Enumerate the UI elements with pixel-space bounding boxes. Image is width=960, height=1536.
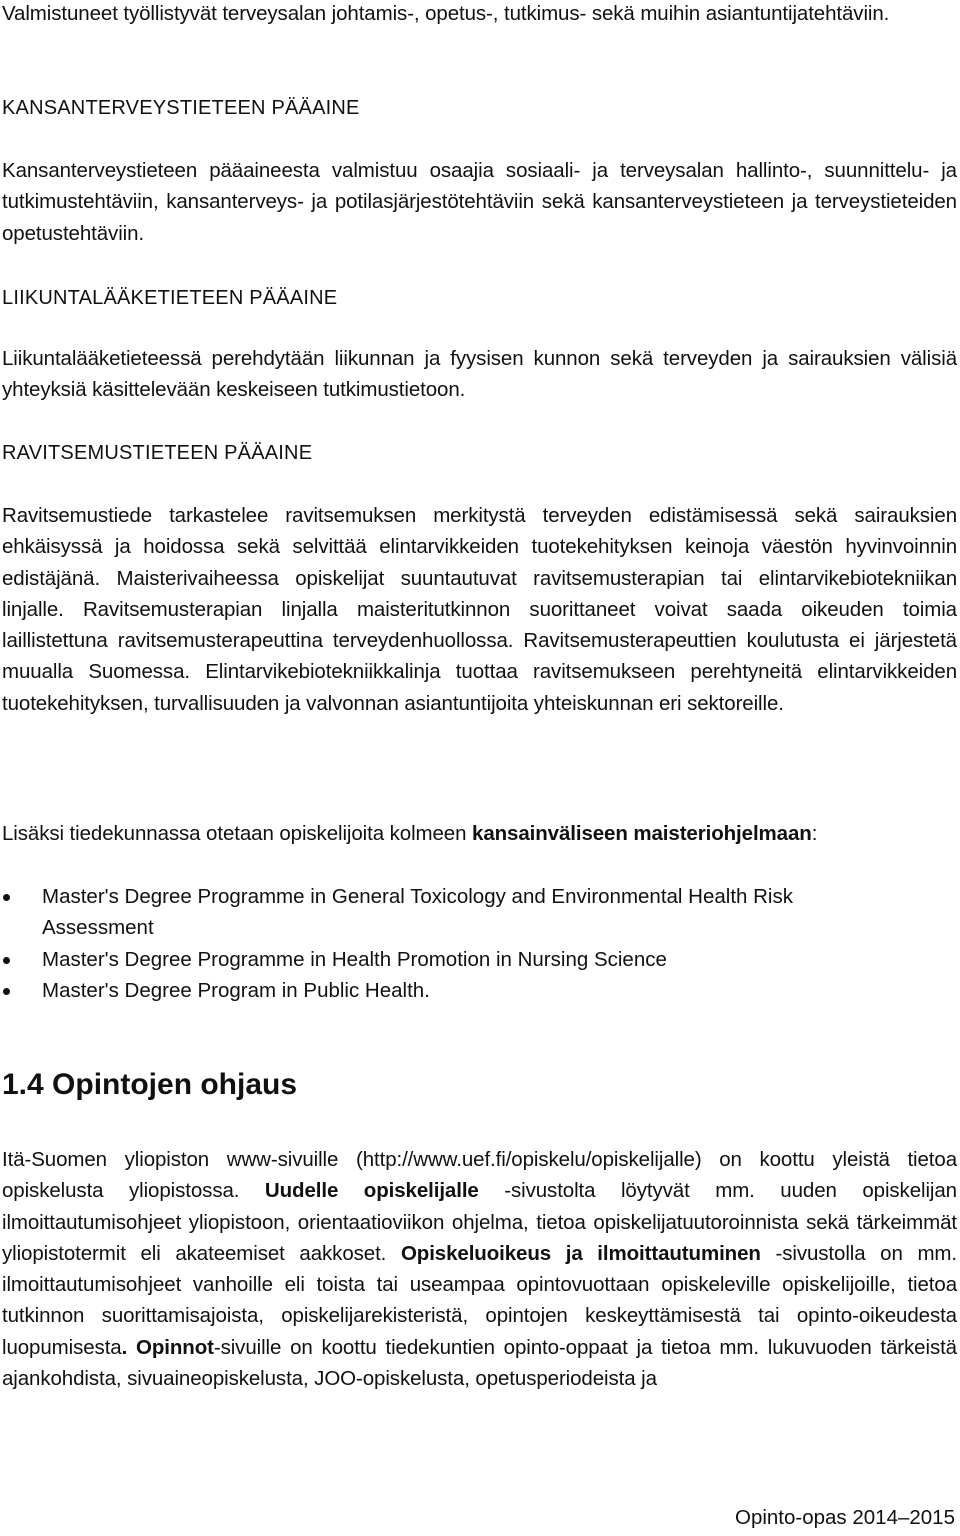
ohjaus-text-2: -sivustolta löytyvät mm. uuden opiskelijan ilmoittautumisohjeet yliopistoon, orientaatioviikon ohjelma, tietoa opiskelijatuutoroinnista sekä tärkeimmät yliopistotermit eli akateemiset aakkoset. (2, 1179, 957, 1265)
international-lead-bold: kansainväliseen maisteriohjelmaan (472, 822, 812, 845)
section-heading-ravitsemustiede: RAVITSEMUSTIETEEN PÄÄAINE (2, 442, 313, 464)
list-item (0, 944, 940, 975)
section-heading-liikuntalaaketiede: LIIKUNTALÄÄKETIETEEN PÄÄAINE (2, 287, 338, 309)
section-body-liikuntalaaketiede: Liikuntalääketieteessä perehdytään liikunnan ja fyysisen kunnon sekä terveyden ja sairauksien välisiä yhteyksiä käsittelevään keskeiseen tutkimustietoon. (2, 347, 957, 402)
page-footer: Opinto-opas 2014–2015 (735, 1506, 955, 1529)
programme-name: Master's Degree Program in Public Health. (42, 978, 430, 1002)
international-programmes-lead (0, 818, 960, 849)
ohjaus-bold-opiskeluoikeus: Opiskeluoikeus ja ilmoittautuminen (400, 1241, 761, 1265)
list-item (0, 881, 940, 944)
section-body-kansanterveystiede: Kansanterveystieteen pääaineesta valmistuu osaajia sosiaali- ja terveysalan hallinto-, suunnittelu- ja tutkimustehtäviin, kansanterveys- ja potilasjärjestötehtäviin sekä kansanterveystieteen ja terveystieteiden opetustehtäviin. (2, 159, 957, 245)
ohjaus-bold-uudelle-opiskelijalle: Uudelle opiskelijalle (264, 1179, 479, 1203)
section-body-ravitsemustiede: Ravitsemustiede tarkastelee ravitsemuksen merkitystä terveyden edistämisessä sekä sairauksien ehkäisyssä ja hoidossa sekä selvittää elintarvikkeiden tuotekehityksen keinoja väestön hyvinvoinnin edistäjänä. Maisterivaiheessa opiskelijat suuntautuvat ravitsemusterapian tai elintarvikebiotekniikan linjalle. Ravitsemusterapian linjalla maisteritutkinnon suorittaneet voivat saada oikeuden toimia laillistettuna ravitsemusterapeuttina terveydenhuollossa. Ravitsemusterapeuttien koulutusta ei järjestetä muualla Suomessa. Elintarvikebiotekniikkalinja tuottaa ravitsemukseen perehtyneitä elintarvikkeiden tuotekehityksen, turvallisuuden ja valvonnan asiantuntijoita yhteiskunnan eri sektoreille. (2, 504, 957, 715)
bullet-icon (3, 894, 10, 901)
ohjaus-bold-opinnot: . Opinnot (121, 1335, 214, 1359)
international-lead-text: Lisäksi tiedekunnassa otetaan opiskelijoita kolmeen (2, 822, 473, 845)
international-programme-list (0, 881, 940, 1006)
bullet-icon (3, 957, 10, 964)
list-item (0, 975, 940, 1006)
section-heading-kansanterveystiede: KANSANTERVEYSTIETEEN PÄÄAINE (2, 97, 360, 119)
programme-name: Master's Degree Programme in General Toxicology and Environmental Health Risk Assessment (42, 885, 793, 940)
section-body-opintojen-ohjaus (0, 1144, 960, 1394)
programme-name: Master's Degree Programme in Health Promotion in Nursing Science (42, 947, 667, 971)
ohjaus-text-3: -sivustolla on mm. ilmoittautumisohjeet vanhoille eli toista tai useampaa opintovuottaan opiskeleville opiskelijoille, tietoa tutkinnon suorittamisajoista, opiskelijarekisteristä, opintojen keskeyttämisestä tai opinto-oikeudesta luopumisesta (2, 1241, 957, 1359)
international-lead-end: : (811, 822, 818, 845)
bullet-icon (3, 988, 10, 995)
section-title-opintojen-ohjaus: 1.4 Opintojen ohjaus (2, 1068, 298, 1101)
ohjaus-text-1: Itä-Suomen yliopiston www-sivuille (http://www.uef.fi/opiskelu/opiskelijalle) on koottu yleistä tietoa opiskelusta yliopistossa. (2, 1148, 957, 1203)
intro-paragraph-tail: Valmistuneet työllistyvät terveysalan johtamis-, opetus-, tutkimus- sekä muihin asiantuntijatehtäviin. (2, 2, 890, 25)
ohjaus-text-4: -sivuille on koottu tiedekuntien opinto-oppaat ja tietoa mm. lukuvuoden tärkeistä ajankohdista, sivuaineopiskelusta, JOO-opiskelusta, opetusperiodeista ja (2, 1335, 957, 1391)
